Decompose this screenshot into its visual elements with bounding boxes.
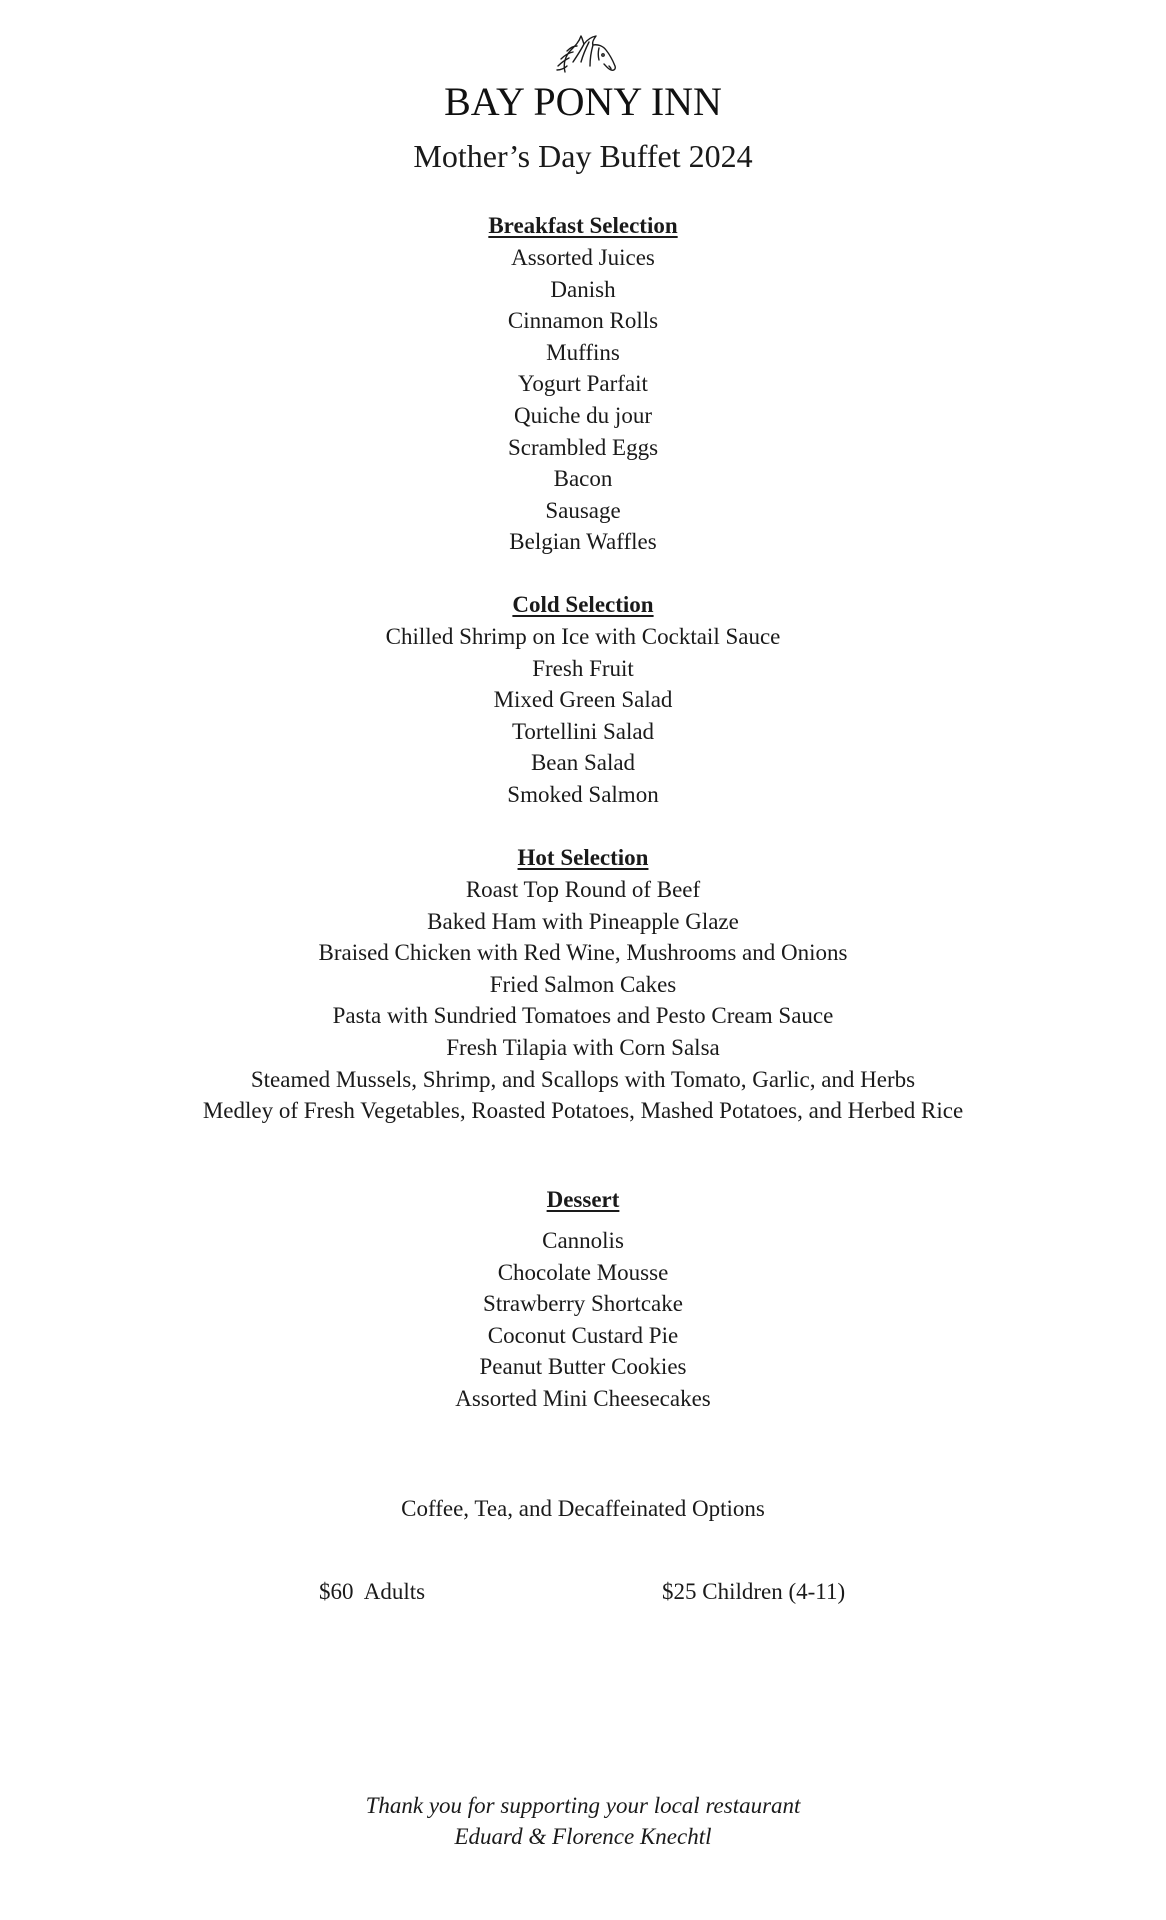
menu-item: Fried Salmon Cakes: [489, 971, 677, 997]
menu-item: Roast Top Round of Beef: [465, 877, 701, 902]
menu-item: Medley of Fresh Vegetables, Roasted Potatoes, Mashed Potatoes, and Herbed Rice: [202, 1098, 964, 1124]
beverages-line: Coffee, Tea, and Decaffeinated Options: [401, 1496, 765, 1521]
section-heading: Breakfast Selection: [488, 213, 678, 238]
menu-item: Pasta with Sundried Tomatoes and Pesto Cream Sauce: [332, 1003, 834, 1029]
menu-item: Baked Ham with Pineapple Glaze: [427, 908, 739, 934]
menu-item: Bean Salad: [530, 750, 636, 776]
menu-item: Bacon: [553, 466, 613, 492]
menu-item: Mixed Green Salad: [493, 687, 673, 713]
menu-item: Muffins: [546, 339, 620, 365]
menu-item: Chilled Shrimp on Ice with Cocktail Sauce: [385, 624, 781, 649]
section-heading: Cold Selection: [512, 592, 654, 617]
thanks-line: Thank you for supporting your local restaurant: [365, 1793, 801, 1818]
price-adults: $60 Adults: [319, 1579, 426, 1604]
menu-item: Tortellini Salad: [511, 718, 655, 744]
menu-item: Fresh Tilapia with Corn Salsa: [446, 1034, 720, 1060]
breakfast-section: [0, 210, 1166, 558]
menu-item: Assorted Mini Cheesecakes: [455, 1385, 711, 1411]
horse-head-icon: [543, 28, 623, 78]
menu-item: Danish: [550, 276, 616, 302]
menu-item: Assorted Juices: [511, 245, 655, 270]
menu-item: Cinnamon Rolls: [507, 308, 659, 334]
menu-item: Sausage: [545, 497, 621, 523]
section-heading: Dessert: [546, 1187, 620, 1212]
cold-section: [0, 589, 1166, 811]
menu-item: Chocolate Mousse: [497, 1259, 669, 1285]
price-children: $25 Children (4-11): [662, 1579, 846, 1604]
menu-item: Cannolis: [542, 1228, 624, 1253]
owners-line: Eduard & Florence Knechtl: [454, 1824, 712, 1849]
menu-item: Fresh Fruit: [532, 655, 634, 681]
menu-item: Smoked Salmon: [507, 781, 659, 807]
menu-item: Quiche du jour: [514, 402, 652, 428]
menu-item: Braised Chicken with Red Wine, Mushrooms and Onions: [318, 940, 848, 966]
logo-wordmark: BAY PONY INN: [444, 79, 722, 124]
page-title: Mother’s Day Buffet 2024: [413, 138, 753, 174]
menu-item: Coconut Custard Pie: [487, 1322, 679, 1348]
menu-item: Scrambled Eggs: [507, 434, 659, 460]
hot-section: [0, 842, 1166, 1127]
menu-item: Strawberry Shortcake: [483, 1291, 683, 1317]
menu-item: Belgian Waffles: [509, 529, 657, 555]
menu-item: Yogurt Parfait: [518, 371, 648, 397]
footer: [0, 1790, 1166, 1852]
logo: [0, 28, 1166, 124]
menu-item: Peanut Butter Cookies: [479, 1354, 687, 1380]
section-heading: Hot Selection: [517, 845, 649, 870]
dessert-section: [0, 1184, 1166, 1415]
menu-item: Steamed Mussels, Shrimp, and Scallops with Tomato, Garlic, and Herbs: [250, 1066, 916, 1092]
